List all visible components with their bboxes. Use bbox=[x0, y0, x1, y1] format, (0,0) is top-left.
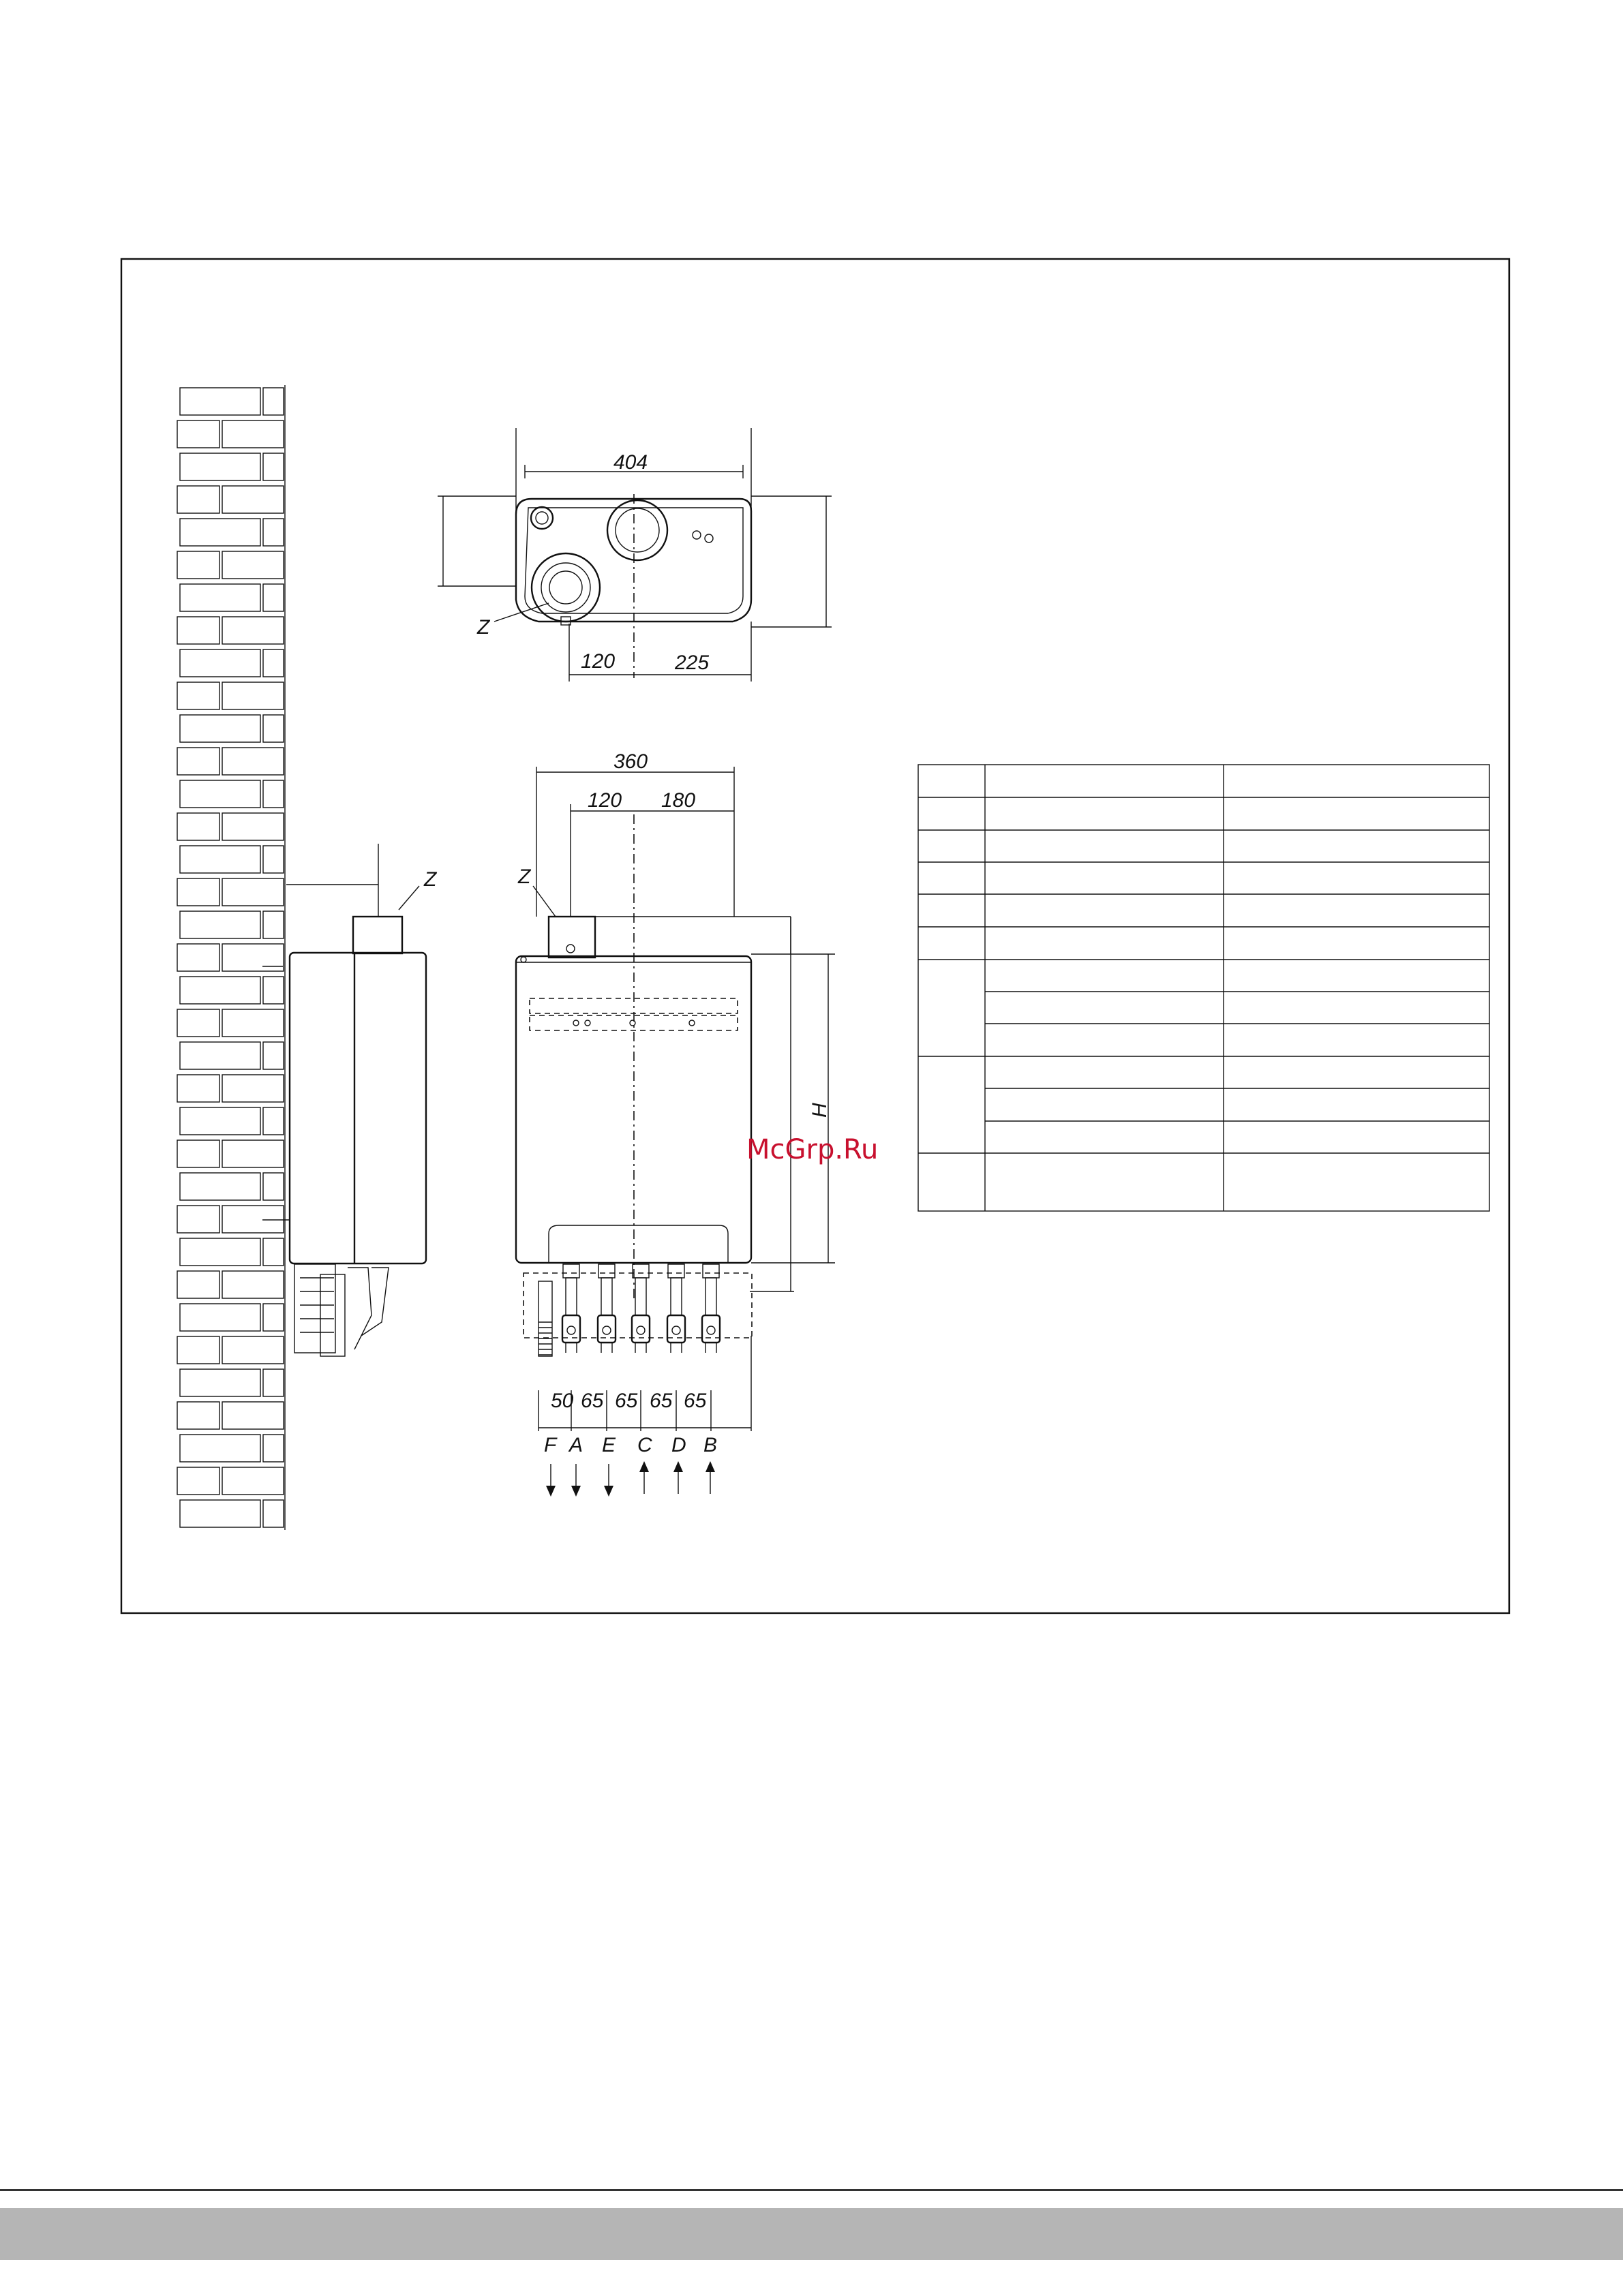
brick bbox=[222, 1271, 284, 1298]
brick bbox=[222, 682, 284, 709]
dim-top-left: 120 bbox=[581, 650, 616, 673]
spec-table bbox=[918, 765, 1489, 1211]
brick bbox=[222, 1009, 284, 1037]
fitting-b bbox=[702, 1264, 720, 1353]
fitting-f bbox=[539, 1281, 552, 1356]
top-view bbox=[438, 428, 832, 682]
brick bbox=[177, 1402, 219, 1429]
brick bbox=[180, 1042, 260, 1069]
brick bbox=[263, 1173, 284, 1200]
brick bbox=[180, 1369, 260, 1396]
connection-arrow-in-icon bbox=[639, 1461, 649, 1472]
dim-top-width: 404 bbox=[613, 451, 648, 474]
brick bbox=[180, 1435, 260, 1462]
dim-top-right: 225 bbox=[675, 652, 710, 674]
spacing-label: 65 bbox=[684, 1390, 707, 1412]
spacing-label: 50 bbox=[551, 1390, 574, 1412]
brick bbox=[180, 649, 260, 677]
side-fittings bbox=[294, 1264, 389, 1356]
fitting-a bbox=[562, 1264, 580, 1353]
watermark: McGrp.Ru bbox=[746, 1134, 879, 1165]
brick bbox=[263, 846, 284, 873]
brick bbox=[263, 780, 284, 808]
brick bbox=[180, 1304, 260, 1331]
brick bbox=[222, 1402, 284, 1429]
connection-arrow-out-icon bbox=[571, 1486, 581, 1497]
brick bbox=[222, 813, 284, 840]
connection-label-f: F bbox=[544, 1434, 557, 1456]
brick bbox=[180, 1238, 260, 1266]
brick bbox=[263, 584, 284, 611]
brick bbox=[222, 1140, 284, 1167]
connection-label-c: C bbox=[637, 1434, 652, 1456]
dim-front-right: 180 bbox=[661, 789, 696, 812]
brick bbox=[263, 977, 284, 1004]
brick bbox=[180, 1107, 260, 1135]
brick bbox=[177, 1140, 219, 1167]
fitting-e bbox=[598, 1264, 616, 1353]
brick bbox=[177, 1009, 219, 1037]
brick bbox=[263, 453, 284, 480]
brick bbox=[180, 584, 260, 611]
dim-front-width: 360 bbox=[613, 750, 648, 773]
brick bbox=[177, 878, 219, 906]
brick bbox=[177, 617, 219, 644]
brick bbox=[222, 486, 284, 513]
brick bbox=[177, 1467, 219, 1495]
side-z-label: Z bbox=[424, 868, 437, 891]
spacing-label: 65 bbox=[650, 1390, 673, 1412]
spacing-label: 65 bbox=[581, 1390, 604, 1412]
front-flue bbox=[549, 917, 595, 958]
brick bbox=[222, 748, 284, 775]
connection-arrow-in-icon bbox=[706, 1461, 715, 1472]
connection-labels bbox=[544, 1434, 717, 1497]
dim-front-left: 120 bbox=[588, 789, 622, 812]
brick bbox=[180, 715, 260, 742]
brick bbox=[180, 780, 260, 808]
brick bbox=[177, 1336, 219, 1364]
dim-height: H bbox=[808, 1103, 831, 1118]
fitting-d bbox=[667, 1264, 685, 1353]
brick bbox=[180, 1500, 260, 1527]
connection-label-a: A bbox=[569, 1434, 583, 1456]
connection-label-d: D bbox=[671, 1434, 686, 1456]
top-z-label: Z bbox=[477, 616, 490, 639]
connection-fittings bbox=[539, 1264, 720, 1356]
front-z-label: Z bbox=[518, 866, 531, 888]
brick bbox=[177, 748, 219, 775]
brick bbox=[263, 911, 284, 938]
brick bbox=[263, 1107, 284, 1135]
brick bbox=[263, 519, 284, 546]
connection-arrow-out-icon bbox=[604, 1486, 613, 1497]
brick bbox=[222, 1467, 284, 1495]
brick-wall bbox=[177, 385, 285, 1530]
brick bbox=[222, 617, 284, 644]
brick bbox=[180, 1173, 260, 1200]
footer-rule bbox=[0, 2189, 1623, 2191]
brick bbox=[263, 388, 284, 415]
side-flue bbox=[353, 917, 402, 953]
brick bbox=[180, 977, 260, 1004]
brick bbox=[222, 551, 284, 579]
brick bbox=[177, 813, 219, 840]
spacing-label: 65 bbox=[615, 1390, 638, 1412]
footer-band bbox=[0, 2208, 1623, 2260]
brick bbox=[177, 1075, 219, 1102]
side-view bbox=[262, 844, 438, 1356]
brick bbox=[180, 911, 260, 938]
brick bbox=[177, 1271, 219, 1298]
connection-label-b: B bbox=[703, 1434, 718, 1456]
brick bbox=[180, 519, 260, 546]
connection-arrow-in-icon bbox=[673, 1461, 683, 1472]
front-view bbox=[516, 750, 835, 1497]
brick bbox=[263, 715, 284, 742]
brick bbox=[263, 1435, 284, 1462]
brick bbox=[177, 1206, 219, 1233]
brick bbox=[222, 1206, 284, 1233]
brick bbox=[222, 1336, 284, 1364]
brick bbox=[263, 1369, 284, 1396]
brick bbox=[180, 388, 260, 415]
brick bbox=[222, 1075, 284, 1102]
brick bbox=[177, 420, 219, 448]
brick bbox=[263, 1042, 284, 1069]
brick bbox=[263, 649, 284, 677]
brick bbox=[222, 878, 284, 906]
side-boiler-body bbox=[290, 953, 426, 1264]
spacing-dimensions bbox=[539, 1390, 711, 1431]
brick bbox=[222, 944, 284, 971]
connection-arrow-out-icon bbox=[546, 1486, 556, 1497]
brick bbox=[222, 420, 284, 448]
brick bbox=[180, 453, 260, 480]
brick bbox=[263, 1304, 284, 1331]
brick bbox=[263, 1238, 284, 1266]
brick bbox=[177, 944, 219, 971]
brick bbox=[180, 846, 260, 873]
brick bbox=[177, 682, 219, 709]
brick bbox=[263, 1500, 284, 1527]
brick bbox=[177, 551, 219, 579]
top-flue-outer bbox=[532, 553, 600, 622]
drawing-frame bbox=[121, 259, 1509, 1613]
connection-label-e: E bbox=[602, 1434, 616, 1456]
brick bbox=[177, 486, 219, 513]
fitting-c bbox=[632, 1264, 650, 1353]
top-air-intake bbox=[607, 500, 667, 560]
